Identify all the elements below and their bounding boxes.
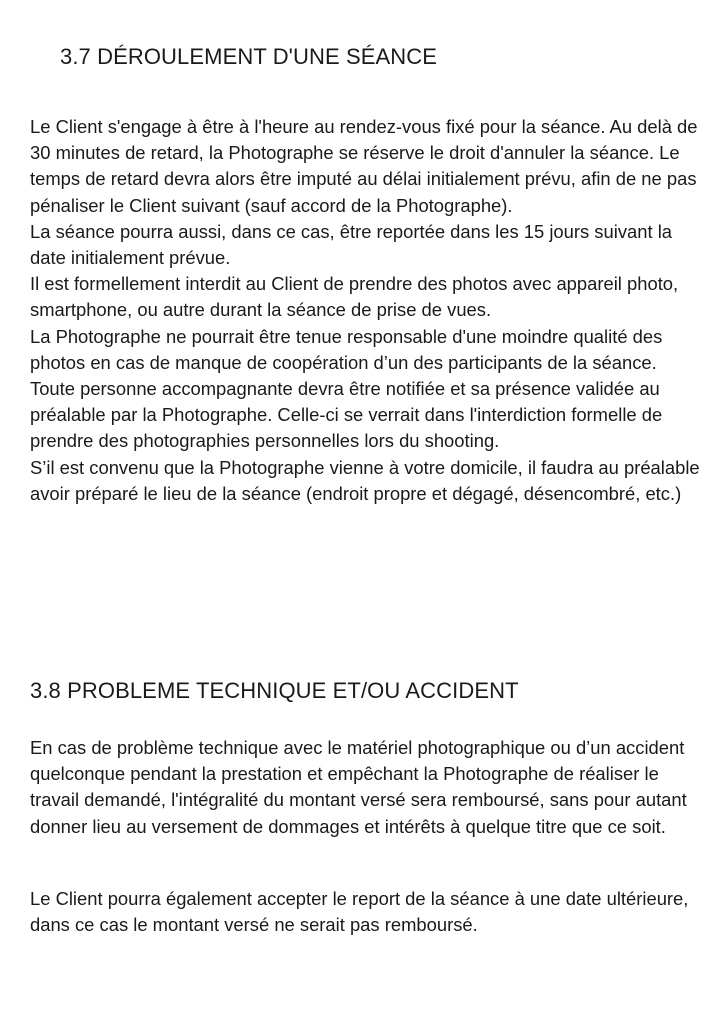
section-3-8-body-2 xyxy=(30,886,706,938)
paragraph-cooperation: La Photographe ne pourrait être tenue responsable d'une moindre qualité des photos en cas de manque de coopération d’un des participants de la séance. xyxy=(30,325,663,373)
paragraph-companions: Toute personne accompagnante devra être notifiée et sa présence validée au préalable par la Photographe. Celle-ci se verrait dans l'interdiction formelle de prendre des photographies personnelles lors du shooting. xyxy=(30,378,663,452)
paragraph-no-photos: Il est formellement interdit au Client de prendre des photos avec appareil photo, smartphone, ou autre durant la séance de prise de vues. xyxy=(30,273,679,321)
section-heading-3-7: 3.7 DÉROULEMENT D'UNE SÉANCE xyxy=(60,44,438,69)
paragraph-home-session: S’il est convenu que la Photographe vienne à votre domicile, il faudra au préalable avoir préparé le lieu de la séance (endroit propre et dégagé, désencombré, etc.) xyxy=(30,456,700,504)
paragraph-technical-problem: En cas de problème technique avec le matériel photographique ou d’un accident quelconque pendant la prestation et empêchant la Photographe de réaliser le travail demandé, l'intégralité du montant versé sera remboursé, sans pour autant donner lieu au versement de dommages et intérêts à quelque titre que ce soit. xyxy=(30,737,687,837)
section-3-8-body xyxy=(30,735,706,840)
section-3-7-body xyxy=(30,114,706,507)
paragraph-report-option: Le Client pourra également accepter le report de la séance à une date ultérieure, dans ce cas le montant versé ne serait pas remboursé. xyxy=(30,888,689,936)
paragraph-punctuality: Le Client s'engage à être à l'heure au rendez-vous fixé pour la séance. Au delà de 30 minutes de retard, la Photographe se réserve le droit d'annuler la séance. Le temps de retard devra alors être imputé au délai initialement prévu, afin de ne pas pénaliser le Client suivant (sauf accord de la Photographe). xyxy=(30,116,698,216)
section-heading-3-8: 3.8 PROBLEME TECHNIQUE ET/OU ACCIDENT xyxy=(30,678,519,703)
paragraph-postponement: La séance pourra aussi, dans ce cas, être reportée dans les 15 jours suivant la date initialement prévue. xyxy=(30,220,673,269)
